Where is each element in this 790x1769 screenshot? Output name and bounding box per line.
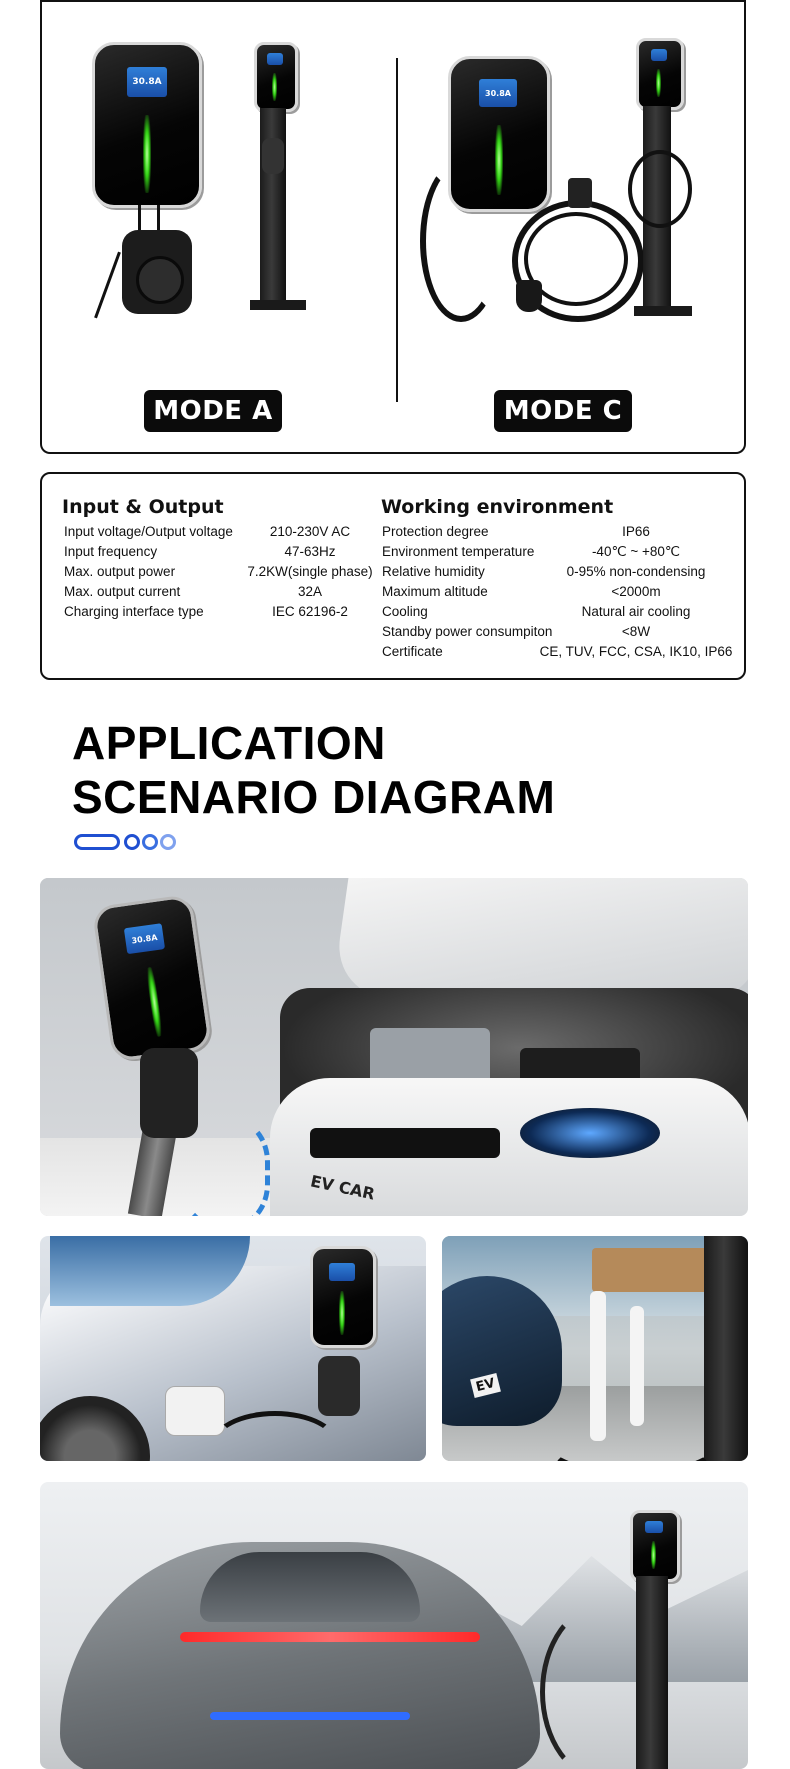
plug-holster — [140, 1048, 198, 1138]
section-heading-line1: APPLICATION — [72, 717, 386, 769]
spec-value: CE, TUV, FCC, CSA, IK10, IP66 — [539, 644, 733, 659]
spec-label: Max. output current — [64, 584, 181, 599]
section-heading-line2: SCENARIO DIAGRAM — [72, 771, 556, 823]
charger-screen-small — [651, 49, 667, 61]
indicator-dot — [142, 834, 158, 850]
spec-label: Cooling — [382, 604, 428, 619]
mode-a-badge: MODE A — [144, 390, 282, 432]
spec-value: 0-95% non-condensing — [566, 564, 706, 579]
scenario-photo-garage — [40, 878, 748, 1216]
pole-base — [634, 306, 692, 316]
spec-value: -40℃ ~ +80℃ — [591, 544, 681, 559]
spec-value: 47-63Hz — [284, 544, 336, 559]
bench — [592, 1248, 712, 1292]
cable-hook — [568, 178, 592, 208]
cable — [138, 205, 141, 233]
spec-label: Standby power consumpiton — [382, 624, 553, 639]
green-led-strip — [656, 69, 661, 97]
green-led-strip — [495, 125, 503, 195]
grille — [310, 1128, 500, 1158]
cable — [157, 205, 160, 233]
car-badge: EV — [470, 1373, 501, 1398]
charger-screen — [645, 1521, 663, 1533]
spec-label: Environment temperature — [382, 544, 535, 559]
tail-light — [180, 1632, 480, 1642]
spec-value: IP66 — [622, 524, 650, 539]
power-lead — [94, 252, 121, 319]
wallbox-unit-small — [254, 42, 298, 112]
working-environment-title: Working environment — [381, 496, 614, 518]
spec-label: Certificate — [382, 644, 443, 659]
scenario-photo-wall-mount — [40, 1236, 426, 1461]
headlight — [520, 1108, 660, 1158]
type2-socket — [122, 230, 192, 314]
car-hood — [332, 878, 748, 998]
spec-label: Charging interface type — [64, 604, 204, 619]
specification-table — [40, 472, 746, 680]
spec-value: <2000m — [611, 584, 661, 599]
coiled-cable — [628, 150, 692, 228]
green-led-strip — [272, 73, 277, 101]
green-led-strip — [339, 1291, 345, 1335]
wallbox-unit-small — [636, 38, 684, 110]
car-front — [270, 1078, 748, 1216]
charger-screen-small — [267, 53, 283, 65]
indicator-dot — [160, 834, 176, 850]
blue-accent-light — [210, 1712, 410, 1720]
spec-label: Relative humidity — [382, 564, 485, 579]
green-led-strip — [143, 115, 151, 193]
spec-label: Maximum altitude — [382, 584, 488, 599]
scenario-photo-parking — [442, 1236, 748, 1461]
rear-window — [200, 1552, 420, 1622]
coiled-blue-cable — [180, 1118, 270, 1216]
mode-c-badge: MODE C — [494, 390, 632, 432]
car-lettering: EV CAR — [308, 1171, 377, 1204]
spec-label: Protection degree — [382, 524, 489, 539]
wallbox-unit — [92, 894, 213, 1062]
spec-value: 7.2KW(single phase) — [247, 564, 373, 579]
plug-holster — [318, 1356, 360, 1416]
charger-screen: 30.8A — [124, 923, 165, 954]
supply-cable — [420, 160, 502, 322]
spec-label: Input frequency — [64, 544, 158, 559]
pole-socket — [262, 138, 284, 174]
green-led-strip — [651, 1541, 656, 1569]
modes-panel — [40, 0, 746, 454]
wallbox-unit — [630, 1510, 680, 1582]
socket-face — [136, 256, 184, 304]
concept-car-body — [60, 1542, 540, 1769]
charging-plug — [516, 280, 542, 312]
charger-screen: 30.8A — [479, 79, 517, 107]
panel-divider — [396, 58, 398, 402]
pole-base — [250, 300, 306, 310]
input-output-title: Input & Output — [62, 496, 224, 518]
spec-value: <8W — [621, 624, 651, 639]
spec-value: Natural air cooling — [581, 604, 691, 619]
charger-screen: 30.8A — [127, 67, 167, 97]
spec-label: Input voltage/Output voltage — [64, 524, 233, 539]
charging-cable — [540, 1602, 670, 1769]
charger-screen — [329, 1263, 355, 1281]
active-indicator-pill — [74, 834, 120, 850]
green-led-strip — [146, 967, 164, 1037]
charge-port-flap — [165, 1386, 225, 1436]
spec-value: 32A — [297, 584, 323, 599]
wallbox-unit — [310, 1246, 376, 1348]
spec-label: Max. output power — [64, 564, 176, 579]
scenario-photo-concept-car — [40, 1482, 748, 1769]
indicator-dot — [124, 834, 140, 850]
spec-value: IEC 62196-2 — [272, 604, 348, 619]
spec-value: 210-230V AC — [269, 524, 351, 539]
wallbox-unit — [92, 42, 202, 208]
